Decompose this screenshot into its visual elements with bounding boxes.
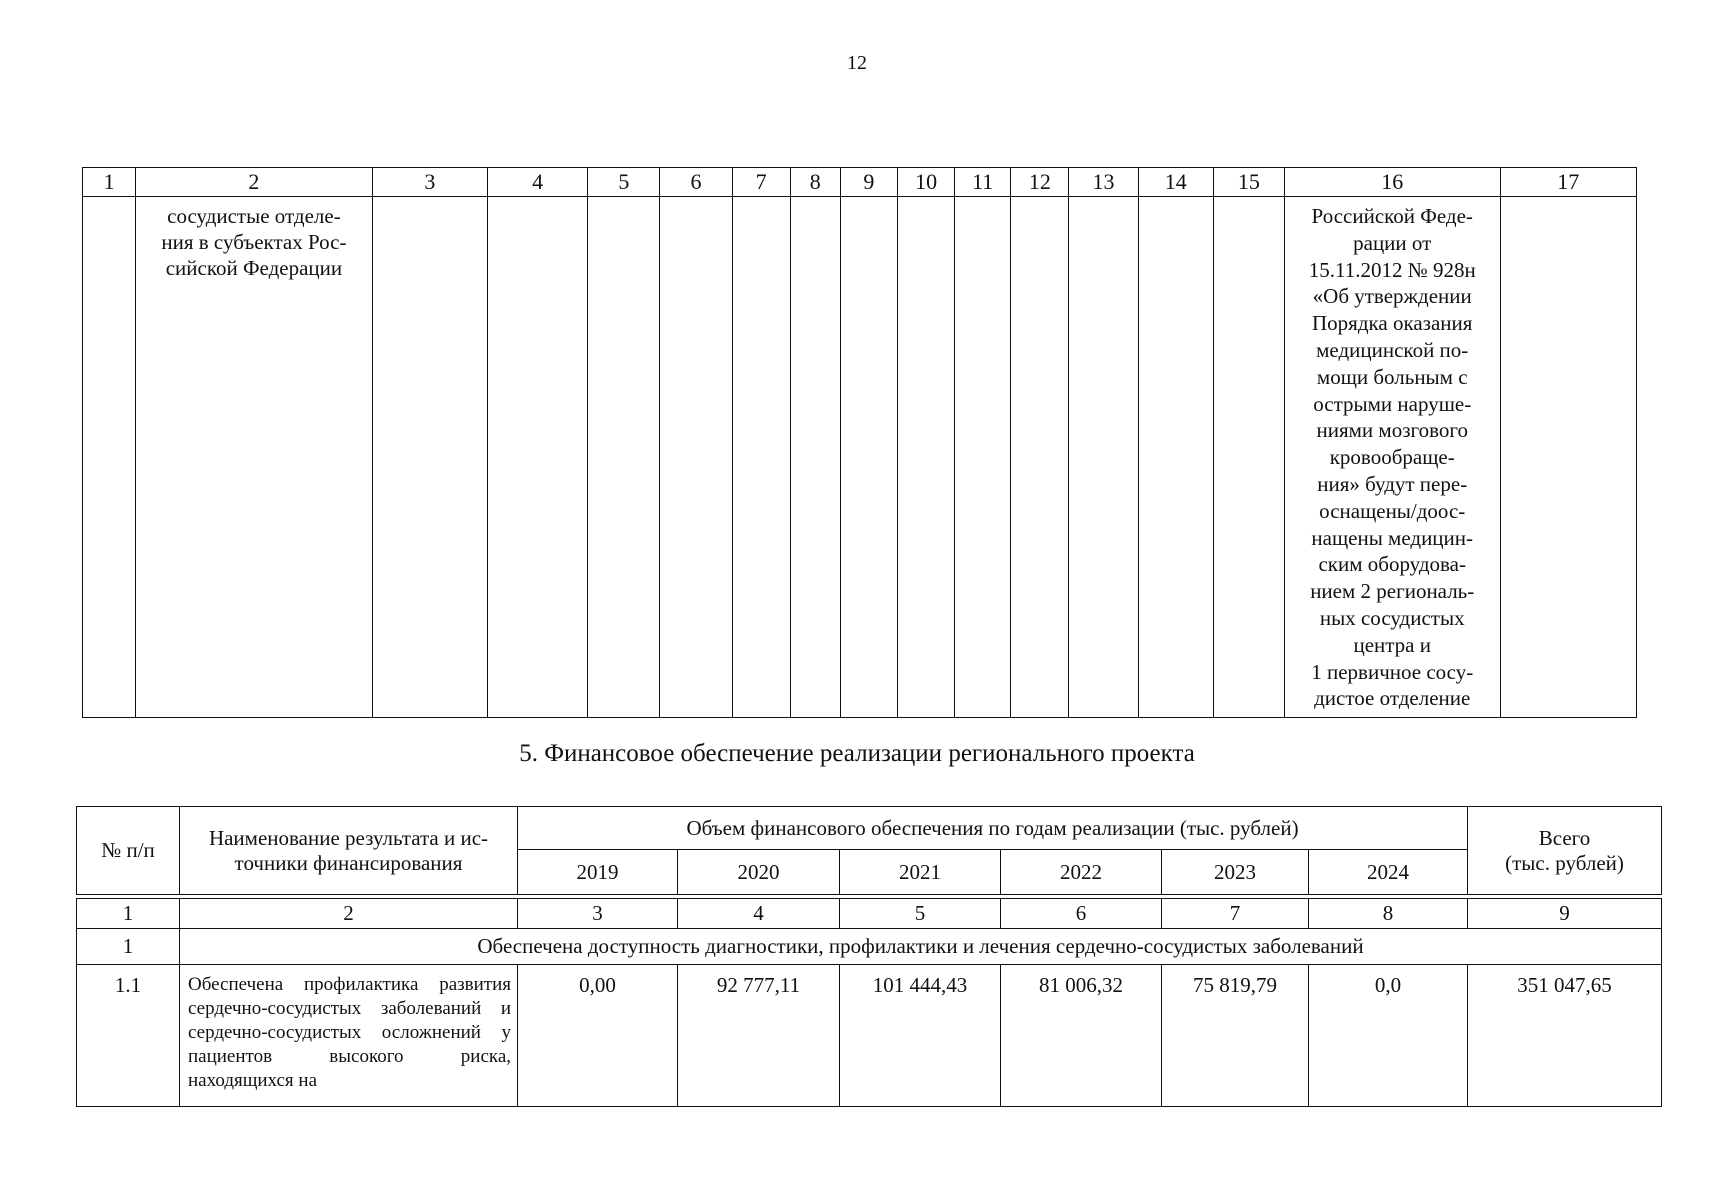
col-number: 9 [840, 168, 897, 197]
text-line: кровообраще- [1329, 445, 1455, 470]
col-number: 8 [790, 168, 840, 197]
col-number: 7 [1162, 899, 1309, 929]
col-number: 6 [1001, 899, 1162, 929]
text-line: ных сосудистых [1319, 605, 1465, 630]
col-number: 3 [372, 168, 487, 197]
col-number: 8 [1309, 899, 1468, 929]
col-number: 2 [136, 168, 373, 197]
text-line: ния» будут пере- [1317, 471, 1468, 496]
col-number: 1 [77, 899, 180, 929]
finance-header-row-1 [77, 807, 1662, 850]
col-number: 1 [83, 168, 136, 197]
col-number: 12 [1011, 168, 1069, 197]
value-total: 351 047,65 [1468, 965, 1662, 1107]
cell [660, 197, 732, 718]
result-num: 1.1 [77, 965, 180, 1107]
col-number: 3 [518, 899, 678, 929]
cell [955, 197, 1011, 718]
col-number: 16 [1284, 168, 1500, 197]
col-number: 7 [732, 168, 790, 197]
result-name-cell [180, 965, 518, 1107]
header-total-line: Всего [1538, 825, 1591, 850]
col-number: 11 [955, 168, 1011, 197]
text-line: ния в субъектах Рос- [161, 230, 347, 254]
section-num: 1 [77, 929, 180, 965]
col-number: 6 [660, 168, 732, 197]
col-number: 2 [180, 899, 518, 929]
cell [588, 197, 660, 718]
cell [840, 197, 897, 718]
col-number: 17 [1500, 168, 1637, 197]
col-number: 15 [1213, 168, 1284, 197]
header-year: 2022 [1001, 850, 1162, 895]
text-line: ским оборудова- [1318, 552, 1466, 577]
header-total-line: (тыс. рублей) [1505, 850, 1624, 875]
cell-col16 [1284, 197, 1500, 718]
page-number: 12 [847, 52, 867, 74]
cell [1011, 197, 1069, 718]
text-line: Российской Феде- [1311, 204, 1473, 228]
header-year: 2021 [840, 850, 1001, 895]
column-numbers-row [77, 899, 1662, 929]
text-line: центра и [1353, 632, 1431, 657]
cell [83, 197, 136, 718]
result-name: Обеспечена профилактика развития сердечно-сосудистых заболеваний и сердечно-сосудистых осложнений у пациентов высокого риска, находящихся на [188, 974, 511, 1091]
top-table [82, 167, 1637, 718]
cell [1213, 197, 1284, 718]
col-number: 5 [588, 168, 660, 197]
cell [790, 197, 840, 718]
col-number: 13 [1069, 168, 1138, 197]
text-line: нащены медицин- [1311, 525, 1474, 550]
value-2020: 92 777,11 [678, 965, 840, 1107]
header-name-line: Наименование результата и ис- [208, 825, 489, 850]
text-line: рации от [1353, 230, 1432, 255]
text-line: медицинской по- [1316, 337, 1469, 362]
cell [488, 197, 588, 718]
cell [898, 197, 955, 718]
text-line: 1 первичное сосу- [1311, 659, 1474, 684]
header-volume: Объем финансового обеспечения по годам реализации (тыс. рублей) [518, 807, 1468, 850]
text-line: 15.11.2012 № 928н [1308, 257, 1476, 282]
text-line: сийской Федерации [165, 256, 343, 280]
header-year: 2023 [1162, 850, 1309, 895]
col-number: 9 [1468, 899, 1662, 929]
finance-table [76, 806, 1662, 1107]
header-year: 2024 [1309, 850, 1468, 895]
header-year: 2020 [678, 850, 840, 895]
col2-text [136, 203, 372, 281]
value-2021: 101 444,43 [840, 965, 1001, 1107]
cell [732, 197, 790, 718]
cell [1069, 197, 1138, 718]
header-total [1468, 807, 1662, 895]
text-line: острыми наруше- [1313, 391, 1472, 416]
text-line: мощи больным с [1316, 364, 1468, 389]
result-row [77, 965, 1662, 1107]
col16-text [1285, 203, 1500, 712]
cell-col2 [136, 197, 373, 718]
text-line: нием 2 региональ- [1310, 579, 1475, 604]
top-table-header-row [83, 168, 1637, 197]
value-2023: 75 819,79 [1162, 965, 1309, 1107]
col-number: 4 [678, 899, 840, 929]
text-line: оснащены/доос- [1319, 498, 1466, 523]
header-num: № п/п [77, 807, 180, 895]
section-title: 5. Финансовое обеспечение реализации регионального проекта [519, 740, 1195, 767]
col-number: 10 [898, 168, 955, 197]
col-number: 4 [488, 168, 588, 197]
header-name-line: точники финансирования [234, 850, 463, 875]
text-line: «Об утверждении [1312, 284, 1472, 309]
top-table-body-row [83, 197, 1637, 718]
text-line: дистое отделение [1314, 686, 1471, 711]
value-2024: 0,0 [1309, 965, 1468, 1107]
cell [372, 197, 487, 718]
cell [1138, 197, 1213, 718]
section-text: Обеспечена доступность диагностики, профилактики и лечения сердечно-сосудистых заболеваний [180, 929, 1662, 965]
header-name [180, 807, 518, 895]
col-number: 14 [1138, 168, 1213, 197]
text-line: ниями мозгового [1316, 418, 1468, 443]
value-2019: 0,00 [518, 965, 678, 1107]
text-line: сосудистые отделе- [167, 204, 341, 228]
col-number: 5 [840, 899, 1001, 929]
text-line: Порядка оказания [1312, 311, 1473, 336]
value-2022: 81 006,32 [1001, 965, 1162, 1107]
cell [1500, 197, 1637, 718]
section-row [77, 929, 1662, 965]
header-year: 2019 [518, 850, 678, 895]
